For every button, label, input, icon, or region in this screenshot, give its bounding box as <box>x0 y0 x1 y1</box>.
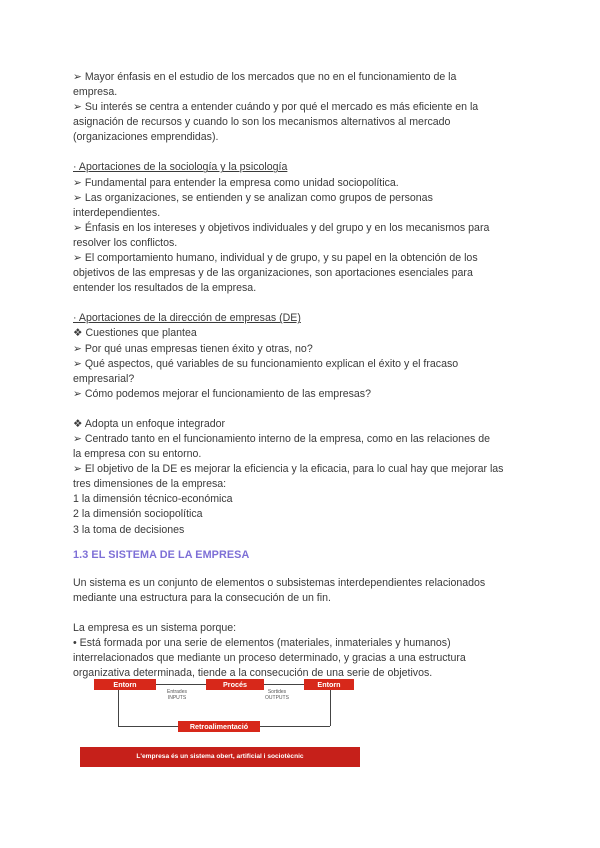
text-line: La empresa es un sistema porque: <box>73 621 237 634</box>
text-line: ➢ Por qué unas empresas tienen éxito y otras, no? <box>73 342 313 355</box>
block-mercados <box>73 70 523 145</box>
section-heading: · Aportaciones de la dirección de empresas (DE) <box>73 312 301 325</box>
text-line: objetivos de las empresas y de las organizaciones, son aportaciones esenciales para <box>73 267 473 280</box>
retroalimentacio-box: Retroalimentació <box>178 721 260 732</box>
text-line: ➢ Centrado tanto en el funcionamiento interno de la empresa, como en las relaciones de <box>73 432 490 445</box>
text-line: (organizaciones emprendidas). <box>73 131 219 144</box>
text-line: resolver los conflictos. <box>73 236 178 249</box>
text-line: Un sistema es un conjunto de elementos o subsistemas interdependientes relacionados <box>73 576 486 589</box>
section-title: 1.3 EL SISTEMA DE LA EMPRESA <box>73 548 250 561</box>
section-direccion <box>73 311 523 537</box>
text-line: ➢ Mayor énfasis en el estudio de los mercados que no en el funcionamiento de la <box>73 71 457 83</box>
text-line: ➢ Qué aspectos, qué variables de su funcionamiento explican el éxito y el fracaso <box>73 357 459 370</box>
text-line: • Está formada por una serie de elementos (materiales, inmateriales y humanos) <box>73 637 451 649</box>
outputs-label: Sortides OUTPUTS <box>265 689 289 701</box>
text-line: tres dimensiones de la empresa: <box>73 478 227 491</box>
entorn-left-box: Entorn <box>94 679 156 690</box>
connector-line <box>264 684 308 685</box>
text-line: ❖ Cuestiones que plantea <box>73 327 197 340</box>
document-body <box>73 70 523 681</box>
text-line: interrelacionados que mediante un proceso determinado, y gracias a una estructura <box>73 652 466 665</box>
text-line: ➢ Fundamental para entender la empresa como unidad sociopolítica. <box>73 176 399 189</box>
text-line: organizativa determinada, tiende a la consecución de una serie de objetivos. <box>73 667 433 680</box>
connector-line <box>260 726 330 727</box>
text-line: ➢ Las organizaciones, se entienden y se analizan como grupos de personas <box>73 191 433 204</box>
text-line: interdependientes. <box>73 206 161 219</box>
connector-line <box>330 689 331 726</box>
section-heading: · Aportaciones de la sociología y la psicología <box>73 161 288 174</box>
connector-line <box>118 726 178 727</box>
text-line: ➢ El comportamiento humano, individual y de grupo, y su papel en la obtención de los <box>73 252 478 265</box>
section-sistema <box>73 576 523 682</box>
text-line: asignación de recursos y cuando lo son los mecanismos alternativos al mercado <box>73 116 451 129</box>
entorn-right-box: Entorn <box>304 679 354 690</box>
text-line: 3 la toma de decisiones <box>73 523 185 536</box>
connector-line <box>118 689 119 726</box>
proces-box: Procés <box>206 679 264 690</box>
inputs-label: Entrades INPUTS <box>166 689 187 701</box>
text-line: 2 la dimensión sociopolítica <box>73 508 203 521</box>
system-banner: L'empresa és un sistema obert, artificial i sociotècnic <box>80 747 360 767</box>
section-sociologia <box>73 160 523 296</box>
text-line: ➢ Énfasis en los intereses y objetivos individuales y del grupo y en los mecanismos para <box>73 221 490 234</box>
text-line: entender los resultados de la empresa. <box>73 282 257 295</box>
text-line: 1 la dimensión técnico-económica <box>73 493 233 506</box>
text-line: ➢ El objetivo de la DE es mejorar la eficiencia y la eficacia, para lo cual hay que mejorar las <box>73 463 504 476</box>
text-line: la empresa con su entorno. <box>73 448 202 461</box>
text-line: ➢ Cómo podemos mejorar el funcionamiento de las empresas? <box>73 387 371 400</box>
text-line: ❖ Adopta un enfoque integrador <box>73 417 226 430</box>
system-diagram <box>80 672 370 772</box>
text-line: empresa. <box>73 86 118 99</box>
text-line: mediante una estructura para la consecución de un fin. <box>73 591 331 604</box>
text-line: ➢ Su interés se centra a entender cuándo y por qué el mercado es más eficiente en la <box>73 101 479 114</box>
text-line: empresarial? <box>73 372 135 385</box>
